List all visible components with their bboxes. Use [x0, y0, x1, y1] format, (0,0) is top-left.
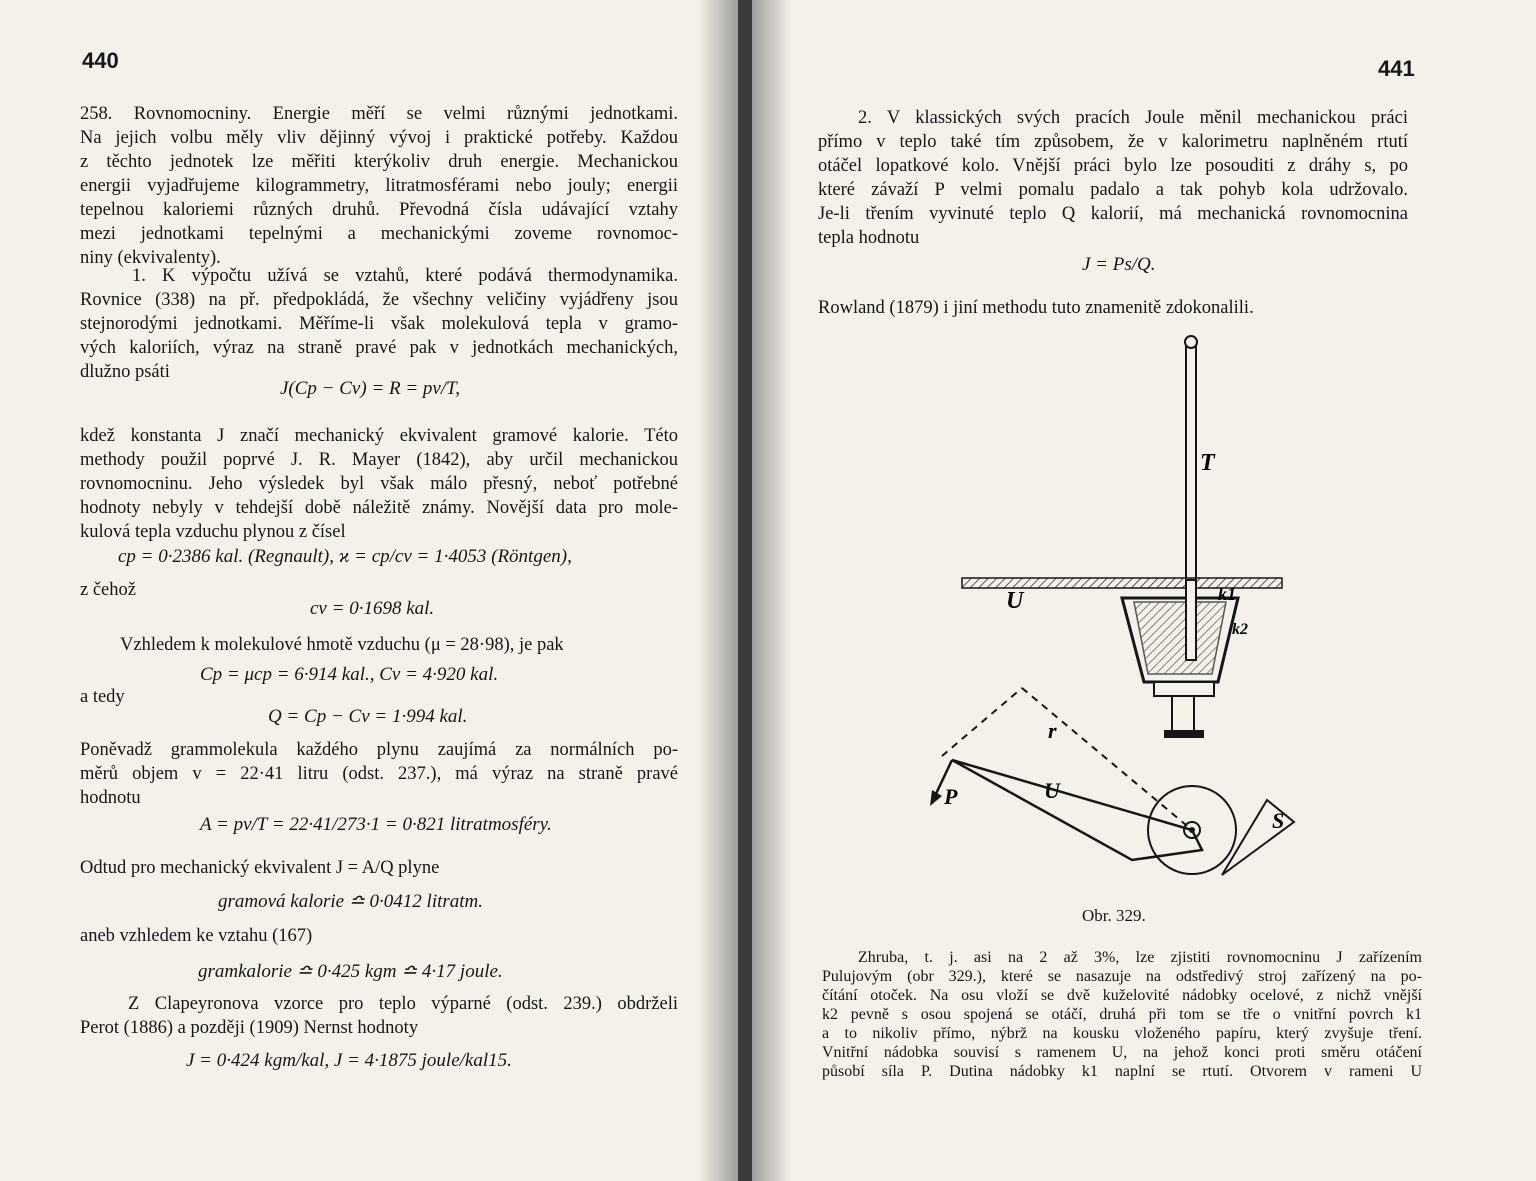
right-page [752, 0, 1536, 1181]
equation-Q: Q = Cp − Cv = 1·994 kal. [268, 706, 468, 727]
text-line: kulová tepla vzduchu plynou z čísel [80, 522, 346, 542]
left-page [0, 0, 738, 1181]
text-line: methody použil poprvé J. R. Mayer (1842), aby určil mechanickou [80, 450, 678, 470]
text-line: Zhruba, t. j. asi na 2 až 3%, lze zjistiti rovnomocninu J zařízením [858, 949, 1422, 966]
paragraph-relation-167: aneb vzhledem ke vztahu (167) [80, 926, 313, 946]
figure-puluj-apparatus [922, 330, 1302, 900]
equation-joule: J = Ps/Q. [1082, 254, 1156, 275]
text-line: dlužno psáti [80, 362, 170, 382]
equation-mayer: J(Cp − Cv) = R = pv/T, [280, 378, 461, 399]
figure-caption: Obr. 329. [1082, 906, 1146, 925]
text-line: rovnomocninu. Jeho výsledek byl však málo přesný, neboť potřebné [80, 474, 678, 494]
text-line: tepla hodnotu [818, 228, 920, 248]
equation-gramkalorie: gramkalorie ≏ 0·425 kgm ≏ 4·17 joule. [198, 961, 503, 982]
paragraph-mayer [80, 424, 678, 544]
figure-label-U-arm: U [1044, 778, 1060, 803]
text-line: Poněvadž grammolekula každého plynu zaujímá za normálních po- [80, 740, 678, 760]
text-line: Rovnice (338) na př. předpokládá, že všechny veličiny vyjádřeny jsou [80, 290, 678, 310]
paragraph-calculation [80, 264, 678, 384]
text-line: vých kaloriích, výraz na straně pravé pak v jednotkách mechanických, [80, 338, 678, 358]
equation-molar-heat: Cp = μcp = 6·914 kal., Cv = 4·920 kal. [200, 664, 499, 685]
equation-cv: cv = 0·1698 kal. [310, 598, 435, 619]
text-line: 2. V klassických svých pracích Joule měnil mechanickou práci [858, 108, 1408, 128]
figure-label-S: S [1272, 808, 1285, 833]
page-number: 441 [1378, 56, 1415, 81]
text-line: otáčel lopatkové kolo. Vnější práci bylo lze posouditi z dráhy s, po [818, 156, 1408, 176]
equation-A: A = pv/T = 22·41/273·1 = 0·821 litratmosféry. [200, 814, 552, 835]
text-line: kdež konstanta J značí mechanický ekvivalent gramové kalorie. Této [80, 426, 678, 446]
figure-label-k1: k1 [1218, 584, 1236, 604]
text-line: k2 pevně s osou spojená se otáčí, druhá při tom se tře o vnitřní povrch k1 [822, 1006, 1422, 1023]
text-line: Na jejich volbu měly vliv dějinný vývoj i praktické potřeby. Každou [80, 128, 678, 148]
paragraph-molecular: Vzhledem k molekulové hmotě vzduchu (μ = 28·98), je pak [120, 635, 564, 655]
paragraph-mech-equivalent: Odtud pro mechanický ekvivalent J = A/Q plyne [80, 858, 440, 878]
text-line: hodnotu [80, 788, 141, 808]
figure-label-T: T [1200, 450, 1215, 476]
paragraph-258 [80, 102, 678, 270]
paragraph-rowland: Rowland (1879) i jiní methodu tuto znamenitě zdokonalili. [818, 298, 1254, 318]
text-line: z těchto jednotek lze měřiti kterýkoliv druh energie. Mechanickou [80, 152, 678, 172]
text-line: působí síla P. Dutina nádobky k1 naplní se rtutí. Otvorem v rameni U [822, 1063, 1422, 1080]
text-line: které závaží P velmi pomalu padalo a tak pohyb kola udržovalo. [818, 180, 1408, 200]
text-line: Perot (1886) a později (1909) Nernst hodnoty [80, 1018, 419, 1038]
text-line: Vnitřní nádobka souvisí s ramenem U, na jehož konci proti směru otáčení [822, 1044, 1422, 1061]
text-line: hodnoty nebyly v tehdejší době náležitě známy. Novější data pro mole- [80, 498, 678, 518]
equation-perot-nernst: J = 0·424 kgm/kal, J = 4·1875 joule/kal15. [186, 1050, 512, 1071]
figure-label-P: P [944, 784, 958, 809]
text-line: a to nikoliv přímo, nýbrž na kousku vloženého papíru, který zvyšuje tření. [822, 1025, 1422, 1042]
page-number: 440 [82, 48, 119, 73]
text-line: Z Clapeyronova vzorce pro teplo výparné (odst. 239.) obdrželi [128, 994, 678, 1014]
text-z-cehoz: z čehož [80, 580, 136, 600]
text-line: tepelnou kaloriemi různých druhů. Převodná čísla udávající vztahy [80, 200, 678, 220]
equation-gram-calorie: gramová kalorie ≏ 0·0412 litratm. [218, 891, 484, 912]
text-line: Je-li třením vyvinuté teplo Q kalorií, má mechanická rovnomocnina [818, 204, 1408, 224]
text-line: přímo v teplo také tím způsobem, že v kalorimetru naplněném rtutí [818, 132, 1408, 152]
text-line: energii vyjadřujeme kilogrammetry, litratmosférami nebo jouly; energii [80, 176, 678, 196]
text-a-tedy: a tedy [80, 687, 125, 707]
text-line: niny (ekvivalenty). [80, 248, 221, 268]
gutter-shadow [698, 0, 738, 1181]
figure-label-U-plate: U [1006, 588, 1024, 614]
gutter-shadow [752, 0, 792, 1181]
paragraph-clapeyron [80, 992, 678, 1040]
text-line: stejnorodými jednotkami. Měříme-li však molekulová tepla v gramo- [80, 314, 678, 334]
paragraph-joule [818, 106, 1408, 250]
text-line: mezi jednotkami tepelnými a mechanickými zoveme rovnomoc- [80, 224, 678, 244]
paragraph-puluj [822, 948, 1422, 1081]
text-line: 1. K výpočtu užívá se vztahů, které podává thermodynamika. [132, 266, 678, 286]
paragraph-normal-volume [80, 738, 678, 810]
text-line: 258. Rovnomocniny. Energie měří se velmi různými jednotkami. [80, 104, 678, 124]
figure-label-k2: k2 [1232, 621, 1248, 638]
figure-label-r: r [1048, 718, 1057, 743]
text-line: Pulujovým (obr 329.), které se nasazuje na odstředivý stroj zařízený na po- [822, 968, 1422, 985]
equation-specific-heat: cp = 0·2386 kal. (Regnault), ϰ = cp/cv = 1·4053 (Röntgen), [118, 546, 572, 567]
text-line: čítání otoček. Na osu vloží se dvě kuželovité nádobky ocelové, z nichž vnější [822, 987, 1422, 1004]
text-line: měrů objem v = 22·41 litru (odst. 237.), má výraz na straně pravé [80, 764, 678, 784]
